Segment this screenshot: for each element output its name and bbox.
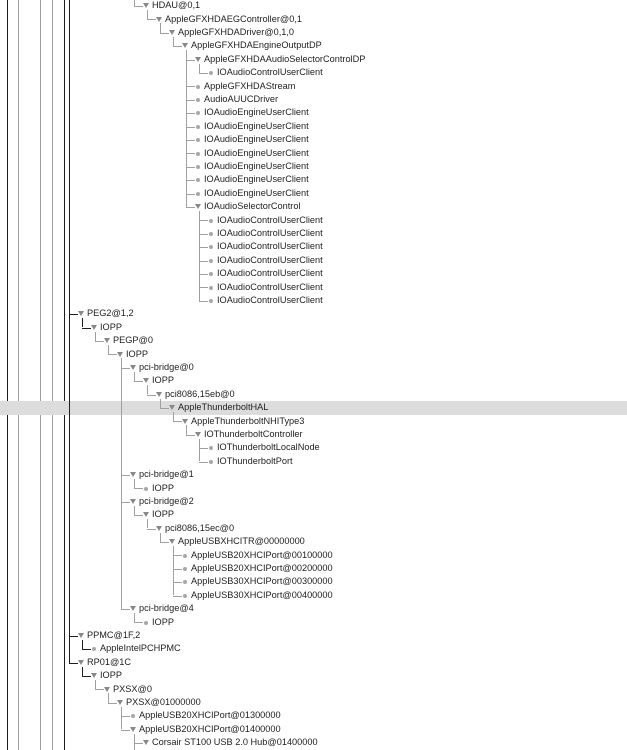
leaf-dot-icon	[196, 165, 200, 169]
tree-connector-line	[173, 546, 174, 596]
tree-row[interactable]	[0, 709, 627, 722]
tree-row[interactable]	[0, 240, 627, 253]
tree-connector-line	[199, 220, 209, 221]
tree-node-label: IOPP	[100, 670, 122, 681]
disclosure-triangle-down-icon[interactable]	[117, 352, 123, 357]
tree-connector-line	[95, 341, 105, 342]
tree-row[interactable]	[0, 147, 627, 160]
tree-node-label: IOPP	[100, 321, 122, 332]
tree-row[interactable]	[0, 106, 627, 119]
tree-connector-line	[134, 381, 144, 382]
tree-connector-line	[134, 506, 135, 515]
leaf-dot-icon	[209, 299, 213, 303]
tree-connector-line	[134, 613, 135, 622]
leaf-dot-icon	[196, 178, 200, 182]
tree-row[interactable]	[0, 0, 627, 13]
tree-connector-line	[173, 412, 174, 421]
tree-row[interactable]	[0, 80, 627, 93]
tree-node-label: IOPP	[152, 482, 174, 493]
tree-connector-line	[134, 479, 135, 488]
tree-connector-line	[199, 73, 209, 74]
tree-connector-line	[186, 194, 196, 195]
tree-row[interactable]	[0, 642, 627, 655]
leaf-dot-icon	[209, 272, 213, 276]
tree-connector-line	[121, 730, 131, 731]
tree-row[interactable]	[0, 200, 627, 213]
tree-connector-line	[134, 734, 135, 743]
tree-row[interactable]	[0, 602, 627, 615]
leaf-dot-icon	[209, 446, 213, 450]
tree-connector-line	[160, 33, 170, 34]
tree-connector-line	[160, 408, 170, 409]
tree-node-label: AppleUSB30XHCIPort@00400000	[191, 589, 333, 600]
tree-row[interactable]	[0, 53, 627, 66]
tree-connector-line	[186, 113, 196, 114]
tree-connector-line	[69, 0, 70, 663]
tree-row[interactable]	[0, 495, 627, 508]
tree-row[interactable]	[0, 508, 627, 521]
tree-connector-line	[186, 180, 196, 181]
tree-node-label: IOAudioEngineUserClient	[204, 161, 309, 171]
tree-node-label: PEG2@1,2	[87, 308, 134, 319]
tree-row[interactable]	[0, 562, 627, 575]
tree-node-label: RP01@1C	[87, 656, 132, 667]
tree-node-label: IOAudioSelectorControl	[204, 201, 301, 212]
tree-row[interactable]	[0, 133, 627, 146]
leaf-dot-icon	[144, 621, 148, 625]
tree-node-label: PEGP@0	[113, 335, 153, 346]
tree-node-label: IOAudioControlUserClient	[217, 254, 323, 265]
tree-connector-line	[95, 689, 105, 690]
tree-node-label: IOAudioEngineUserClient	[204, 187, 309, 198]
tree-row[interactable]	[0, 187, 627, 200]
tree-row[interactable]	[0, 26, 627, 39]
tree-connector-line	[121, 358, 122, 609]
tree-connector-line	[160, 533, 161, 542]
tree-node-label: AppleGFXHDAEngineOutputDP	[191, 40, 322, 51]
tree-row[interactable]	[0, 361, 627, 374]
leaf-dot-icon	[209, 71, 213, 75]
tree-connector-line	[82, 649, 92, 650]
disclosure-triangle-down-icon[interactable]	[182, 43, 188, 48]
leaf-dot-icon	[183, 567, 187, 571]
tree-node-label: IOAudioControlUserClient	[217, 295, 323, 305]
tree-node-label: IOThunderboltPort	[217, 455, 293, 466]
disclosure-triangle-down-icon[interactable]	[169, 405, 175, 410]
leaf-dot-icon	[196, 125, 200, 129]
tree-connector-line	[199, 448, 209, 449]
tree-connector-line	[121, 368, 131, 369]
disclosure-triangle-down-icon[interactable]	[130, 365, 136, 370]
tree-node-label: IOAudioControlUserClient	[217, 241, 323, 252]
tree-connector-line	[95, 680, 96, 689]
tree-row[interactable]	[0, 66, 627, 79]
leaf-dot-icon	[196, 138, 200, 142]
tree-connector-line	[186, 86, 196, 87]
tree-node-label: PPMC@1F,2	[87, 630, 141, 640]
disclosure-triangle-down-icon[interactable]	[104, 687, 110, 692]
disclosure-triangle-down-icon[interactable]	[117, 700, 123, 705]
tree-connector-line	[134, 743, 144, 744]
tree-connector-line	[69, 314, 79, 315]
tree-connector-line	[160, 542, 170, 543]
disclosure-triangle-down-icon[interactable]	[182, 419, 188, 424]
tree-connector-line	[186, 127, 196, 128]
tree-connector-line	[173, 46, 183, 47]
leaf-dot-icon	[209, 259, 213, 263]
tree-node-label: IOAudioEngineUserClient	[204, 134, 309, 145]
tree-connector-line	[147, 395, 157, 396]
tree-connector-line	[199, 234, 209, 235]
tree-row[interactable]	[0, 455, 627, 468]
tree-connector-line	[82, 328, 92, 329]
tree-row[interactable]	[0, 549, 627, 562]
tree-node-label: IOPP	[152, 375, 174, 386]
tree-connector-line	[186, 60, 196, 61]
tree-node-label: IOPP	[126, 348, 148, 359]
tree-node-label: pci-bridge@1	[139, 469, 194, 480]
tree-row[interactable]	[0, 93, 627, 106]
tree-node-label: pci8086,15ec@0	[165, 522, 235, 533]
tree-node-label: HDAU@0,1	[152, 0, 201, 11]
tree-connector-line	[160, 399, 161, 408]
tree-connector-line	[134, 743, 135, 750]
tree-node-label: AppleUSBXHCITR@00000000	[178, 536, 305, 547]
tree-connector-line	[108, 345, 109, 354]
leaf-dot-icon	[209, 460, 213, 464]
disclosure-triangle-down-icon[interactable]	[143, 3, 149, 8]
tree-node-label: pci-bridge@2	[139, 496, 194, 506]
disclosure-triangle-down-icon[interactable]	[169, 30, 175, 35]
tree-node-label: IOPP	[152, 509, 174, 520]
tree-row[interactable]	[0, 374, 627, 387]
tree-connector-line	[121, 609, 131, 610]
disclosure-triangle-down-icon[interactable]	[156, 17, 162, 22]
tree-connector-line	[69, 663, 79, 664]
disclosure-triangle-down-icon[interactable]	[143, 378, 149, 383]
tree-connector-line	[134, 622, 144, 623]
tree-row[interactable]	[0, 160, 627, 173]
tree-connector-line	[121, 502, 131, 503]
tree-connector-line	[147, 385, 148, 394]
tree-node-label: IOAudioEngineUserClient	[204, 174, 309, 185]
tree-row[interactable]	[0, 482, 627, 495]
tree-connector-line	[147, 519, 148, 528]
tree-connector-line	[134, 6, 144, 7]
leaf-dot-icon	[183, 580, 187, 584]
tree-node-label: IOAudioControlUserClient	[217, 281, 323, 292]
tree-row[interactable]	[0, 13, 627, 26]
tree-connector-line	[186, 207, 196, 208]
tree-row[interactable]	[0, 629, 627, 642]
tree-row[interactable]	[0, 39, 627, 52]
disclosure-triangle-down-icon[interactable]	[78, 633, 84, 638]
tree-connector-line	[134, 488, 144, 489]
tree-connector-line	[199, 261, 209, 262]
tree-connector-line	[173, 569, 183, 570]
tree-row[interactable]	[0, 535, 627, 548]
tree-connector-line	[199, 64, 200, 73]
disclosure-triangle-down-icon[interactable]	[143, 512, 149, 517]
tree-connector-line	[82, 667, 83, 676]
tree-connector-line	[121, 716, 131, 717]
tree-row[interactable]	[0, 415, 627, 428]
leaf-dot-icon	[196, 98, 200, 102]
tree-node-label: IOAudioEngineUserClient	[204, 107, 309, 118]
tree-row[interactable]	[0, 281, 627, 294]
disclosure-triangle-down-icon[interactable]	[78, 311, 84, 316]
leaf-dot-icon	[144, 487, 148, 491]
tree-connector-line	[173, 555, 183, 556]
tree-connector-line	[82, 676, 92, 677]
tree-connector-line	[108, 703, 118, 704]
tree-node-label: IOThunderboltController	[204, 429, 303, 439]
tree-node-label: PXSX@0	[113, 683, 152, 694]
tree-node-label: PXSX@01000000	[126, 697, 201, 707]
tree-row[interactable]	[0, 428, 627, 441]
disclosure-triangle-down-icon[interactable]	[130, 472, 136, 477]
leaf-dot-icon	[92, 647, 96, 651]
tree-node-label: IOAudioEngineUserClient	[204, 147, 309, 158]
tree-connector-line	[108, 354, 118, 355]
disclosure-triangle-down-icon[interactable]	[156, 392, 162, 397]
leaf-dot-icon	[183, 594, 187, 598]
tree-row[interactable]	[0, 254, 627, 267]
tree-node-label: AppleUSB20XHCIPort@01400000	[139, 723, 281, 734]
tree-node-label: AppleGFXHDAAudioSelectorControlDP	[204, 53, 366, 64]
tree-connector-line	[173, 421, 183, 422]
tree-connector-line	[134, 515, 144, 516]
disclosure-triangle-down-icon[interactable]	[169, 539, 175, 544]
tree-row[interactable]	[0, 736, 627, 749]
tree-connector-line	[199, 287, 209, 288]
tree-node-label: AppleGFXHDAEGController@0,1	[165, 13, 302, 24]
tree-node-label: IOAudioControlUserClient	[217, 214, 323, 225]
tree-node-label: AppleUSB20XHCIPort@00200000	[191, 563, 333, 573]
disclosure-triangle-down-icon[interactable]	[78, 660, 84, 665]
tree-row[interactable]	[0, 267, 627, 280]
tree-node-label: IOThunderboltLocalNode	[217, 442, 320, 453]
leaf-dot-icon	[196, 85, 200, 89]
tree-connector-line	[173, 596, 183, 597]
tree-node-label: Corsair ST100 USB 2.0 Hub@01400000	[152, 737, 318, 748]
tree-row[interactable]	[0, 441, 627, 454]
tree-row[interactable]	[0, 522, 627, 535]
tree-connector-line	[186, 425, 187, 434]
tree-node-label: pci-bridge@0	[139, 362, 194, 372]
tree-connector-line	[108, 693, 109, 702]
tree-node-label: AppleThunderboltNHIType3	[191, 415, 305, 426]
disclosure-triangle-down-icon[interactable]	[130, 606, 136, 611]
tree-connector-line	[147, 10, 148, 19]
tree-node-label: IOAudioControlUserClient	[217, 268, 323, 279]
tree-row[interactable]	[0, 723, 627, 736]
leaf-dot-icon	[209, 219, 213, 223]
tree-row[interactable]	[0, 696, 627, 709]
disclosure-triangle-down-icon[interactable]	[143, 740, 149, 745]
disclosure-triangle-down-icon[interactable]	[156, 526, 162, 531]
tree-connector-line	[82, 318, 83, 327]
tree-connector-line	[147, 529, 157, 530]
tree-connector-line	[186, 100, 196, 101]
leaf-dot-icon	[196, 152, 200, 156]
tree-node-label: AppleUSB20XHCIPort@00100000	[191, 549, 333, 560]
tree-connector-line	[69, 636, 79, 637]
leaf-dot-icon	[209, 286, 213, 290]
disclosure-triangle-down-icon[interactable]	[195, 204, 201, 209]
leaf-dot-icon	[183, 554, 187, 558]
disclosure-triangle-down-icon[interactable]	[130, 499, 136, 504]
tree-node-label: AppleGFXHDADriver@0,1,0	[178, 27, 295, 37]
leaf-dot-icon	[196, 111, 200, 115]
tree-row[interactable]	[0, 120, 627, 133]
tree-connector-line	[121, 475, 131, 476]
tree-connector-line	[199, 439, 200, 462]
disclosure-triangle-down-icon[interactable]	[91, 325, 97, 330]
tree-node-label: AppleIntelPCHPMC	[100, 643, 181, 654]
tree-connector-line	[186, 140, 196, 141]
tree-connector-line	[134, 372, 135, 381]
leaf-dot-icon	[209, 232, 213, 236]
tree-row[interactable]	[0, 214, 627, 227]
tree-node-label: IOAudioEngineUserClient	[204, 120, 309, 131]
tree-connector-line	[199, 211, 200, 301]
disclosure-triangle-down-icon[interactable]	[91, 673, 97, 678]
tree-row[interactable]	[0, 348, 627, 361]
tree-node-label: IOAudioControlUserClient	[217, 228, 323, 238]
tree-connector-line	[173, 37, 174, 46]
tree-row[interactable]	[0, 616, 627, 629]
tree-connector-line	[82, 640, 83, 649]
tree-row[interactable]	[0, 294, 627, 307]
leaf-dot-icon	[209, 245, 213, 249]
tree-node-label: AudioAUUCDriver	[204, 94, 279, 104]
tree-connector-line	[199, 462, 209, 463]
tree-row[interactable]	[0, 173, 627, 186]
tree-connector-line	[199, 247, 209, 248]
tree-connector-line	[95, 332, 96, 341]
tree-row[interactable]	[0, 388, 627, 401]
tree-row[interactable]	[0, 575, 627, 588]
leaf-dot-icon	[131, 714, 135, 718]
tree-row[interactable]	[0, 589, 627, 602]
leaf-dot-icon	[196, 192, 200, 196]
tree-connector-line	[186, 50, 187, 207]
tree-connector-line	[121, 707, 122, 730]
tree-node-label: pci-bridge@4	[139, 603, 194, 614]
tree-row[interactable]	[0, 227, 627, 240]
tree-node-label: IOPP	[152, 616, 174, 627]
tree-node-label: IOAudioControlUserClient	[217, 67, 323, 78]
tree-node-label: AppleUSB30XHCIPort@00300000	[191, 576, 333, 587]
disclosure-triangle-down-icon[interactable]	[104, 338, 110, 343]
tree-connector-line	[186, 153, 196, 154]
tree-connector-line	[147, 19, 157, 20]
tree-row[interactable]	[0, 401, 627, 414]
disclosure-triangle-down-icon[interactable]	[195, 432, 201, 437]
tree-node-label: AppleThunderboltHAL	[178, 402, 269, 413]
disclosure-triangle-down-icon[interactable]	[130, 727, 136, 732]
tree-node-label: AppleGFXHDAStream	[204, 80, 296, 91]
tree-connector-line	[199, 274, 209, 275]
tree-connector-line	[186, 435, 196, 436]
tree-row[interactable]	[0, 307, 627, 320]
tree-connector-line	[186, 167, 196, 168]
disclosure-triangle-down-icon[interactable]	[195, 57, 201, 62]
tree-node-label: pci8086,15eb@0	[165, 388, 235, 399]
tree-connector-line	[160, 23, 161, 32]
tree-connector-line	[199, 301, 209, 302]
tree-node-label: AppleUSB20XHCIPort@01300000	[139, 710, 281, 721]
tree-connector-line	[173, 582, 183, 583]
tree-row[interactable]	[0, 468, 627, 481]
tree-row[interactable]	[0, 656, 627, 669]
